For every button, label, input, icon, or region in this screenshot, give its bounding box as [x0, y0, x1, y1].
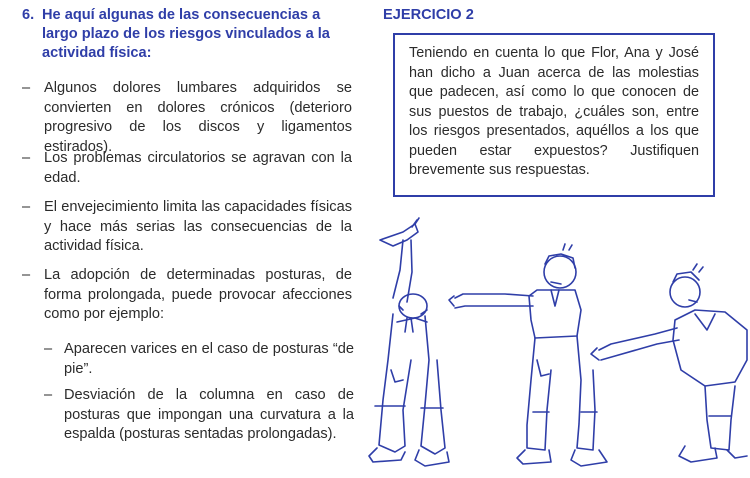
section-heading-text: He aquí algunas de las consecuencias a largo plazo de los riesgos vinculados a la actividad física:: [42, 7, 330, 61]
sub-list-item: [44, 340, 354, 379]
list-item: [22, 79, 352, 157]
illustration-svg: [355, 210, 750, 478]
list-item-text: El envejecimiento limita las capacidades físicas y hace más serias las consecuencias de la actividad física.: [44, 199, 352, 254]
list-dash: –: [22, 267, 31, 283]
list-item-text: Algunos dolores lumbares adquiridos se convierten en dolores crónicos (deterioro progresivo de los discos y ligamentos estirados).: [44, 80, 352, 155]
list-item: [22, 198, 352, 257]
figure-bent-forward: [591, 264, 747, 462]
figure-arms-forward: [449, 244, 607, 466]
sub-list-item-text: Desviación de la columna en caso de posturas que impongan una curvatura a la espalda (posturas sentadas prolongadas).: [64, 387, 354, 442]
sub-list-item-text: Aparecen varices en el caso de posturas “de pie”.: [64, 341, 354, 377]
list-item: [22, 266, 352, 325]
figure-arms-up: [369, 218, 449, 466]
sub-list-dash: –: [44, 387, 53, 403]
list-dash: –: [22, 199, 31, 215]
exercise-text: Teniendo en cuenta lo que Flor, Ana y José han dicho a Juan acerca de las molestias que padecen, así como lo que conocen de sus puestos de trabajo, ¿cuáles son, entre los riesgos presentados, aquéllos a los que pueden estar expuestos? Justifiquen brevemente sus respuestas.: [409, 45, 699, 178]
exercise-box: [393, 33, 715, 197]
sub-list-dash: –: [44, 341, 53, 357]
sub-list-item: [44, 386, 354, 445]
exercise-title: EJERCICIO 2: [383, 7, 474, 23]
list-item-text: Los problemas circulatorios se agravan con la edad.: [44, 150, 352, 186]
stretching-illustration: [355, 210, 750, 478]
section-heading: [22, 6, 342, 63]
list-item-text: La adopción de determinadas posturas, de forma prolongada, puede provocar afecciones como por ejemplo:: [44, 267, 352, 322]
list-dash: –: [22, 80, 31, 96]
list-item: [22, 149, 352, 188]
section-number: 6.: [22, 7, 35, 23]
list-dash: –: [22, 150, 31, 166]
